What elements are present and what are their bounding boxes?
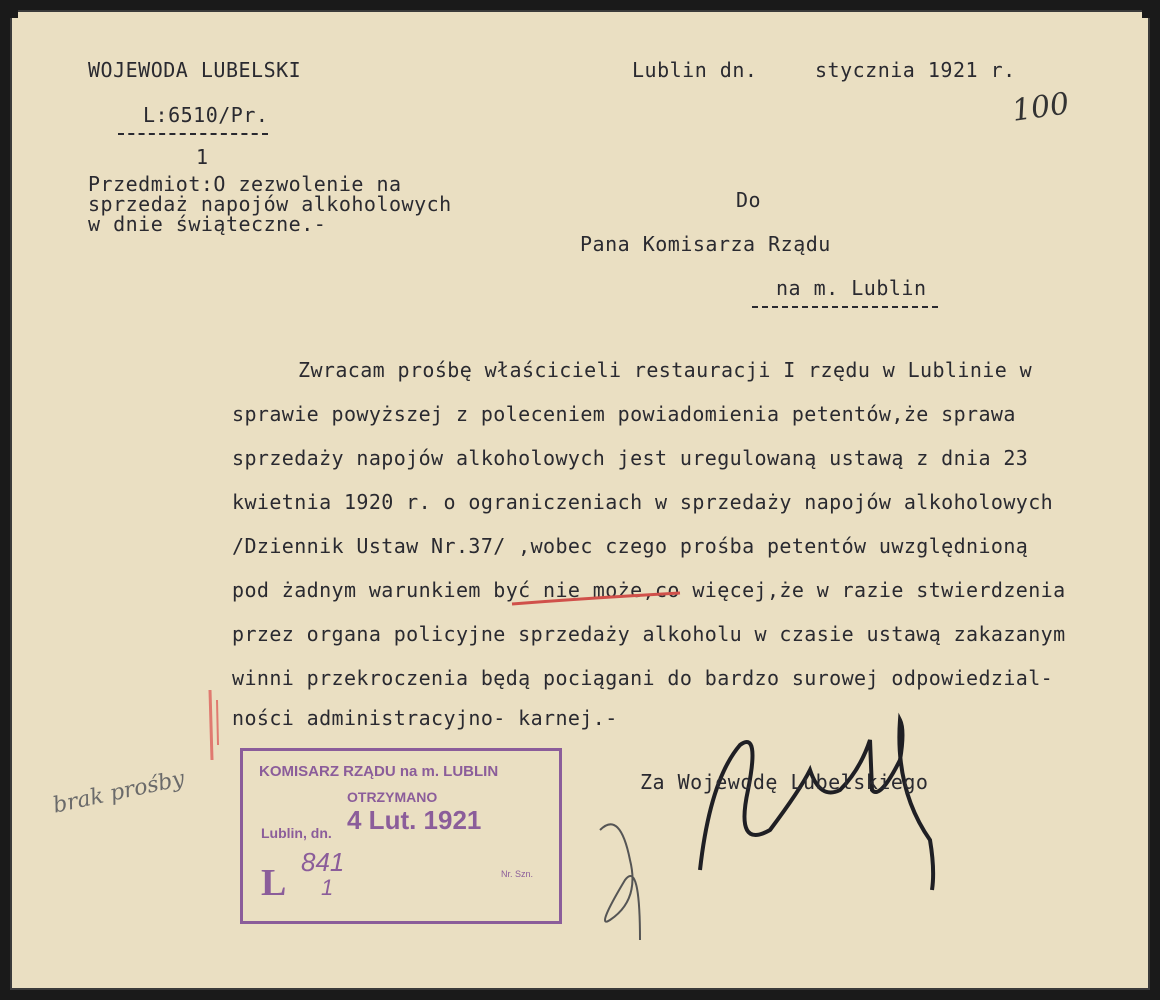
- addressee-to: Do: [736, 188, 762, 212]
- subject-line-2: sprzedaż napojów alkoholowych: [88, 192, 452, 216]
- copy-number: 1: [196, 145, 209, 169]
- body-line-6: pod żadnym warunkiem być nie może,co więcej,że w razie stwierdzenia: [232, 578, 1066, 602]
- received-stamp: [240, 748, 562, 924]
- issuing-authority: WOJEWODA LUBELSKI: [88, 58, 302, 82]
- subject-line-3: w dnie świąteczne.-: [88, 212, 327, 236]
- stamp-small: Nr. Szn.: [501, 869, 534, 879]
- body-line-1: Zwracam prośbę właścicieli restauracji I rzędu w Lublinie w: [298, 358, 1033, 382]
- body-line-7: przez organa policyjne sprzedaży alkoholu w czasie ustawą zakazanym: [232, 622, 1066, 646]
- body-line-9: ności administracyjno- karnej.-: [232, 706, 618, 730]
- subject-line-1: Przedmiot:O zezwolenie na: [88, 172, 402, 196]
- body-line-5: /Dziennik Ustaw Nr.37/ ,wobec czego prośba petentów uwzględnioną: [232, 534, 1029, 558]
- stamp-l-number: 841: [301, 847, 345, 877]
- stamp-l-label: L: [261, 862, 287, 904]
- signature-line: Za Wojewodę Lubelskiego: [640, 770, 929, 794]
- margin-note: brak prośby: [50, 766, 187, 819]
- stamp-l-sub: 1: [321, 875, 334, 900]
- addressee-line-2: na m. Lublin: [776, 276, 927, 300]
- stamp-date-label: Lublin, dn.: [261, 825, 332, 841]
- month-year: stycznia 1921 r.: [815, 58, 1016, 82]
- stamp-office: KOMISARZ RZĄDU na m. LUBLIN: [259, 763, 499, 780]
- place-date: Lublin dn.: [632, 58, 758, 82]
- body-line-8: winni przekroczenia będą pociągani do bardzo surowej odpowiedzial-: [232, 666, 1054, 690]
- body-line-4: kwietnia 1920 r. o ograniczeniach w sprzedaży napojów alkoholowych: [232, 490, 1054, 514]
- addressee-line-1: Pana Komisarza Rządu: [580, 232, 831, 256]
- stamp-date-value: 4 Lut. 1921: [347, 805, 482, 835]
- folio-number: 100: [1009, 86, 1072, 129]
- body-line-3: sprzedaży napojów alkoholowych jest uregulowaną ustawą z dnia 23: [232, 446, 1029, 470]
- body-line-2: sprawie powyższej z poleceniem powiadomienia petentów,że sprawa: [232, 402, 1016, 426]
- stamp-received: OTRZYMANO: [347, 789, 438, 805]
- reference-number: L:6510/Pr.: [143, 103, 269, 127]
